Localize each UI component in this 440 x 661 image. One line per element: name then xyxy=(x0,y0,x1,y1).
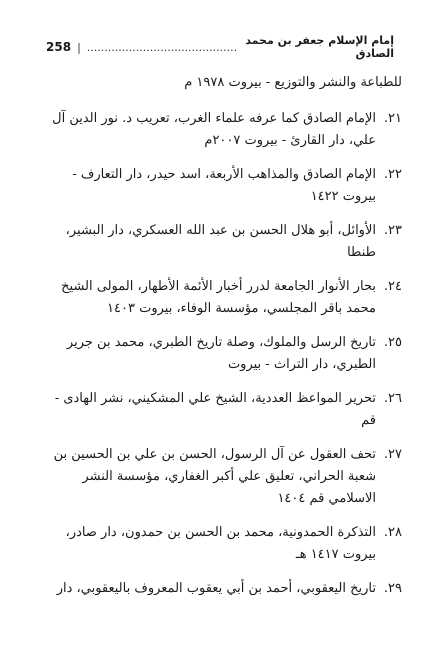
bibliography-entry xyxy=(44,388,402,432)
bibliography-entry xyxy=(44,220,402,264)
entry-text: الإمام الصادق والمذاهب الأربعة، اسد حيدر، دار التعارف - بيروت ١٤٢٢ xyxy=(72,167,376,204)
entry-number: ٢٥. xyxy=(383,335,402,350)
entry-text: بحار الأنوار الجامعة لدرر أخبار الأئمة الأطهار، المولى الشيخ محمد باقر المجلسي، مؤسسة الوفاء، بيروت ١٤٠٣ xyxy=(61,279,376,316)
running-header xyxy=(46,36,394,58)
entry-text: تاريخ اليعقوبي، أحمد بن أبي يعقوب المعروف باليعقوبي، دار xyxy=(56,581,376,596)
entry-text: الإمام الصادق كما عرفه علماء الغرب، تعريب د. نور الدين آل علي، دار القارئ - بيروت ٢٠٠٧م xyxy=(52,111,376,148)
entry-text: تاريخ الرسل والملوك، وصلة تاريخ الطبري، محمد بن جرير الطبري، دار التراث - بيروت xyxy=(66,335,376,372)
header-dots: ........................................... xyxy=(86,40,238,54)
bibliography-entry xyxy=(44,522,402,566)
header-separator: | xyxy=(77,40,81,54)
header-page-info xyxy=(46,40,237,54)
entry-number: ٢٤. xyxy=(383,279,402,294)
entry-text: تحرير المواعظ العددية، الشيخ علي المشكيني، نشر الهادى - قم xyxy=(54,391,376,428)
entry-text: التذكرة الحمدونية، محمد بن الحسن بن حمدون، دار صادر، بيروت ١٤١٧ هـ xyxy=(65,525,376,562)
entry-text: الأوائل، أبو هلال الحسن بن عبد الله العسكري، دار البشير، طنطا xyxy=(65,223,376,260)
bibliography-list xyxy=(44,72,402,612)
entry-number: ٢٧. xyxy=(383,447,402,462)
continuation-line: للطباعة والنشر والتوزيع - بيروت ١٩٧٨ م xyxy=(184,75,402,90)
entry-number: ٢٨. xyxy=(383,525,402,540)
entry-number: ٢٩. xyxy=(383,581,402,596)
book-title: إمام الإسلام جعفر بن محمد الصادق xyxy=(245,34,394,60)
bibliography-entry xyxy=(44,164,402,208)
entry-text: تحف العقول عن آل الرسول، الحسن بن علي بن الحسين بن شعبة الحراني، تعليق علي أكبر الغفاري، مؤسسة النشر الاسلامي قم ١٤٠٤ xyxy=(53,447,376,506)
entry-number: ٢٢. xyxy=(383,167,402,182)
entry-number: ٢٦. xyxy=(383,391,402,406)
bibliography-entry xyxy=(44,108,402,152)
entry-number: ٢٣. xyxy=(383,223,402,238)
bibliography-entry xyxy=(44,578,402,600)
bibliography-entry xyxy=(44,276,402,320)
entry-number: ٢١. xyxy=(383,111,402,126)
bibliography-entry xyxy=(44,332,402,376)
page-number: 258 xyxy=(46,40,72,54)
bibliography-entry xyxy=(44,444,402,510)
